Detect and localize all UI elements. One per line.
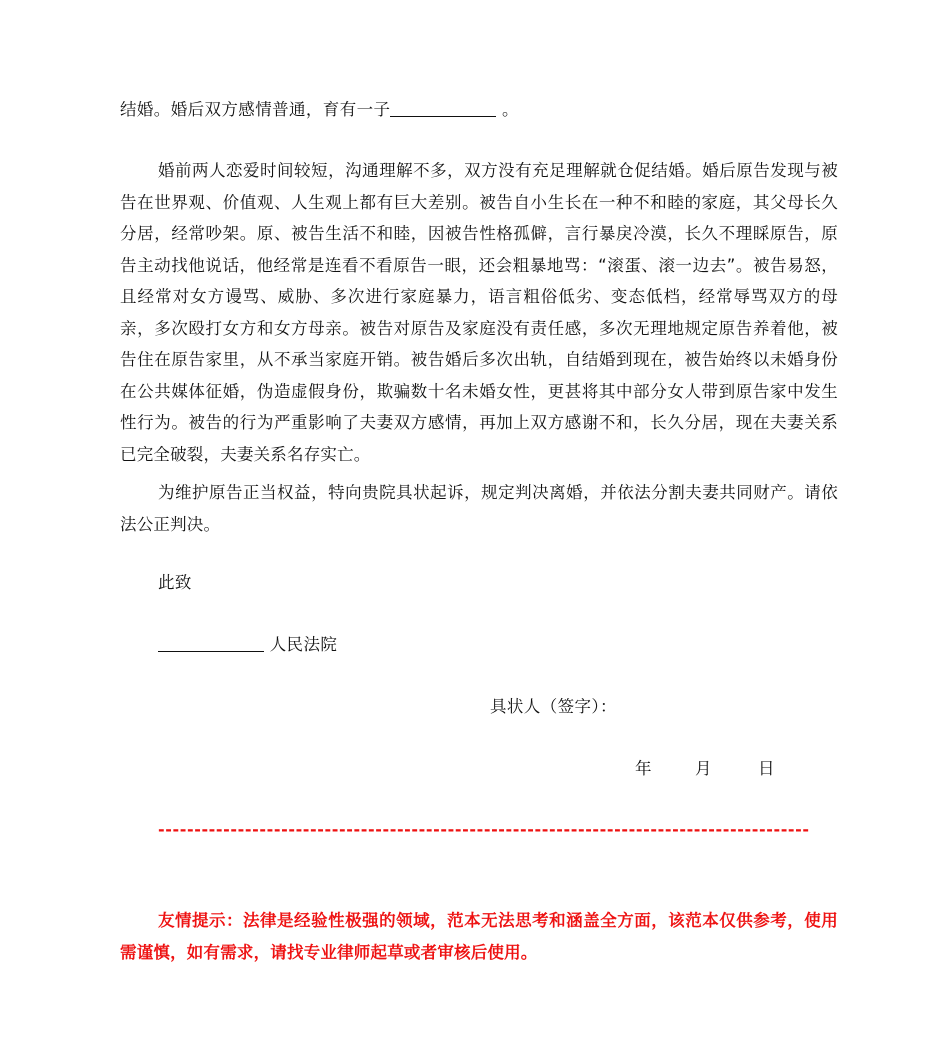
child-blank-underline [390,98,496,117]
salutation: 此致 [158,573,192,592]
date-day: 日 [758,759,775,778]
separator-line: ------------------------------------------------------------------------------------------ [158,820,810,839]
friendly-tip: 友情提示：法律是经验性极强的领域，范本无法思考和涵盖全方面，该范本仅供参考，使用需谨慎，如有需求，请找专业律师起草或者审核后使用。 [120,911,838,962]
marriage-text: 结婚。婚后双方感情普通，育有一子 [120,100,391,119]
request-paragraph: 为维护原告正当权益，特向贵院具状起诉，规定判决离婚，并依法分割夫妻共同财产。请依法公正判决。 [120,483,838,534]
court-blank-underline [158,633,264,652]
court-line [158,629,337,660]
signature-label: 具状人（签字）： [490,697,617,716]
marriage-line-end: 。 [496,100,519,119]
date-year: 年 [635,759,652,778]
facts-paragraph: 婚前两人恋爱时间较短，沟通理解不多，双方没有充足理解就仓促结婚。婚后原告发现与被告在世界观、价值观、人生观上都有巨大差别。被告自小生长在一种不和睦的家庭，其父母长久分居，经常吵架。原、被告生活不和睦，因被告性格孤僻，言行暴戾冷漠，长久不理睬原告，原告主动找他说话，他经常是连看不看原告一眼，还会粗暴地骂：“滚蛋、滚一边去”。被告易怒，且经常对女方谩骂、威胁、多次进行家庭暴力，语言粗俗低劣、变态低档，经常辱骂双方的母亲，多次殴打女方和女方母亲。被告对原告及家庭没有责任感，多次无理地规定原告养着他，被告住在原告家里，从不承当家庭开销。被告婚后多次出轨，自结婚到现在，被告始终以未婚身份在公共媒体征婚，伪造虚假身份，欺骗数十名未婚女性，更甚将其中部分女人带到原告家中发生性行为。被告的行为严重影响了夫妻双方感情，再加上双方感谢不和，长久分居，现在夫妻关系已完全破裂，夫妻关系名存实亡。 [120,161,838,464]
date-month: 月 [695,759,712,778]
court-suffix: 人民法院 [264,635,338,654]
marriage-line [120,94,519,125]
